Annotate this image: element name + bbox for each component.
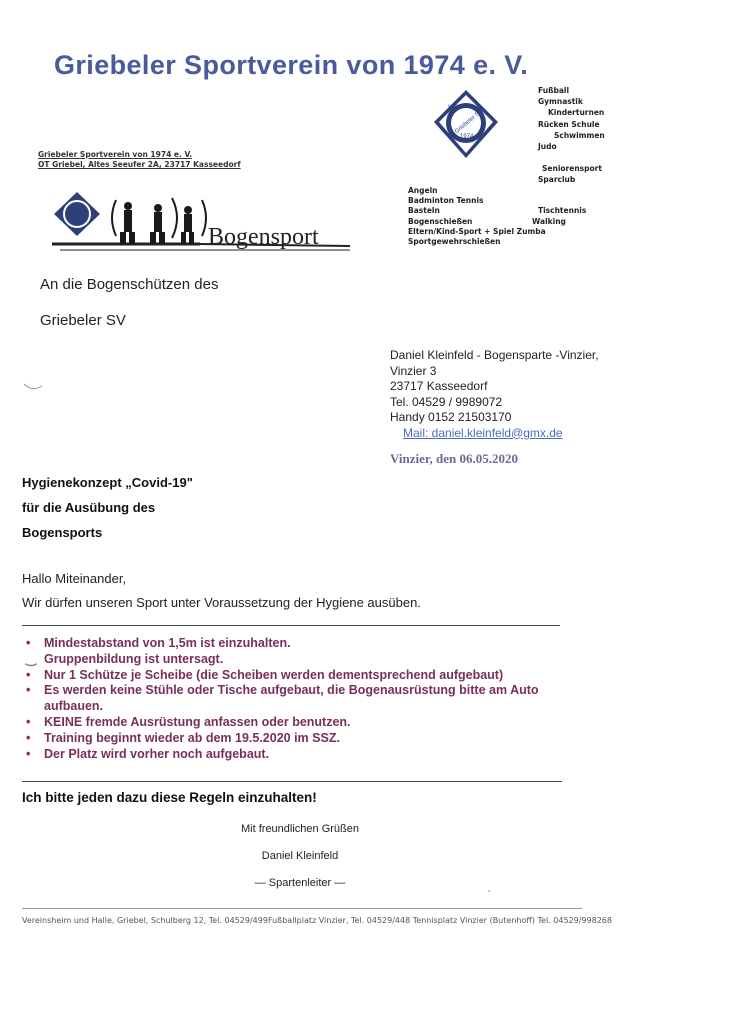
letter-heading — [22, 470, 193, 545]
rule-item: ‿ Gruppenbildung ist untersagt. — [26, 651, 224, 666]
sport-row — [408, 236, 546, 246]
bullet-icon: • — [26, 683, 31, 698]
sport-item: Sportgewehrschießen — [408, 236, 501, 246]
sports-list-bottom — [408, 185, 587, 246]
sport-item: Rücken Schule — [538, 119, 600, 129]
footer-divider — [22, 908, 582, 909]
club-logo — [432, 88, 500, 160]
signer-role: — Spartenleiter — — [254, 877, 346, 889]
sport-item: Eltern/Kind-Sport + Spiel Zumba — [408, 226, 546, 236]
sender-line: Daniel Kleinfeld - Bogensparte -Vinzier, — [390, 348, 599, 362]
sender-address — [390, 348, 599, 441]
return-address-line: OT Griebel, Altes Seeufer 2A, 23717 Kasseedorf — [38, 160, 241, 169]
sport-row — [408, 216, 566, 226]
rule-item: • Nur 1 Schütze je Scheibe (die Scheiben werden dementsprechend aufgebaut) — [26, 667, 504, 682]
sport-item: Walking — [532, 216, 566, 226]
rules-list — [22, 636, 582, 762]
rule-item: • Mindestabstand von 1,5m ist einzuhalten. — [26, 636, 291, 650]
sport-item: Kinderturnen — [548, 108, 605, 118]
sport-item: Basteln — [408, 206, 440, 216]
rule-item: • KEINE fremde Ausrüstung anfassen oder benutzen. — [26, 714, 351, 729]
sender-phone: Tel. 04529 / 9989072 — [390, 394, 503, 409]
bullet-icon: • — [26, 636, 31, 650]
footer-text: Vereinsheim und Halle, Griebel, Schulberg 12, Tel. 04529/499Fußballplatz Vinzier, Tel. 04529/448 Tennisplatz Vinzier (Butenhoff) Tel. 04529/998268 — [22, 916, 612, 925]
sport-item: Bogenschießen — [408, 216, 473, 226]
rule-item: • Es werden keine Stühle oder Tische aufgebaut, die Bogenausrüstung bitte am Auto aufbauen. — [26, 683, 539, 714]
sport-item: Tischtennis — [538, 206, 587, 216]
sport-row — [408, 185, 546, 195]
bullet-icon: • — [26, 667, 31, 682]
divider — [22, 625, 560, 626]
scan-speck — [488, 890, 490, 892]
sender-mail-link[interactable]: Mail: daniel.kleinfeld@gmx.de — [403, 425, 563, 440]
divider — [22, 781, 562, 782]
sport-item: Badminton Tennis — [408, 196, 484, 206]
bullet-icon: • — [26, 714, 31, 729]
signer-name: Daniel Kleinfeld — [261, 850, 339, 862]
sender-mobile: Handy 0152 21503170 — [390, 410, 512, 424]
sport-row — [408, 205, 587, 216]
rule-item: • Training beginnt wieder ab dem 19.5.2020 im SSZ. — [26, 730, 340, 745]
sport-item: Gymnastik — [538, 97, 583, 107]
bullet-icon: • — [26, 746, 31, 761]
regards: Mit freundlichen Grüßen — [241, 823, 359, 835]
sport-item: Angeln — [408, 186, 438, 195]
bullet-icon: • — [26, 730, 31, 745]
bogensport-banner — [50, 190, 360, 256]
heading-line: Hygienekonzept „Covid-19" — [22, 475, 193, 490]
logo-text-top: von — [448, 104, 458, 110]
club-title: Griebeler Sportverein von 1974 e. V. — [54, 50, 529, 80]
return-address — [38, 150, 241, 170]
logo-text-year: 1974 — [460, 134, 474, 140]
sport-item: Sparclub — [538, 175, 576, 185]
sender-line: 23717 Kasseedorf — [390, 379, 488, 393]
sports-list-right — [538, 85, 605, 186]
sender-line: Vinzier 3 — [390, 363, 437, 378]
letter-date: Vinzier, den 06.05.2020 — [390, 451, 518, 466]
banner-logo-icon — [54, 192, 100, 236]
sport-item: Judo — [538, 142, 557, 152]
letter-greeting — [22, 567, 421, 615]
sport-row — [408, 195, 546, 205]
sport-row — [408, 226, 546, 236]
banner-text: Bogensport — [208, 224, 319, 250]
sport-item: Seniorensport — [542, 164, 602, 174]
sport-item: Fußball — [538, 86, 570, 95]
intro-line: Wir dürfen unseren Sport unter Voraussetzung der Hygiene ausüben. — [22, 595, 421, 610]
logo-text-middle: Griebeler SV — [453, 108, 485, 136]
bullet-icon: ‿ — [26, 651, 37, 666]
rule-item: • Der Platz wird vorher noch aufgebaut. — [26, 746, 270, 761]
heading-line: für die Ausübung des — [22, 500, 156, 515]
sport-item: Schwimmen — [554, 130, 605, 140]
greeting-line: Hallo Miteinander, — [22, 571, 127, 586]
heading-line: Bogensports — [22, 525, 103, 540]
closing-request: Ich bitte jeden dazu diese Regeln einzuhalten! — [22, 790, 317, 805]
recipient-line: Griebeler SV — [40, 312, 126, 329]
return-address-line: Griebeler Sportverein von 1974 e. V. — [38, 150, 193, 159]
recipient-line: An die Bogenschützen des — [40, 276, 219, 293]
scan-mark — [22, 380, 44, 392]
archer-silhouettes-icon — [112, 198, 206, 244]
